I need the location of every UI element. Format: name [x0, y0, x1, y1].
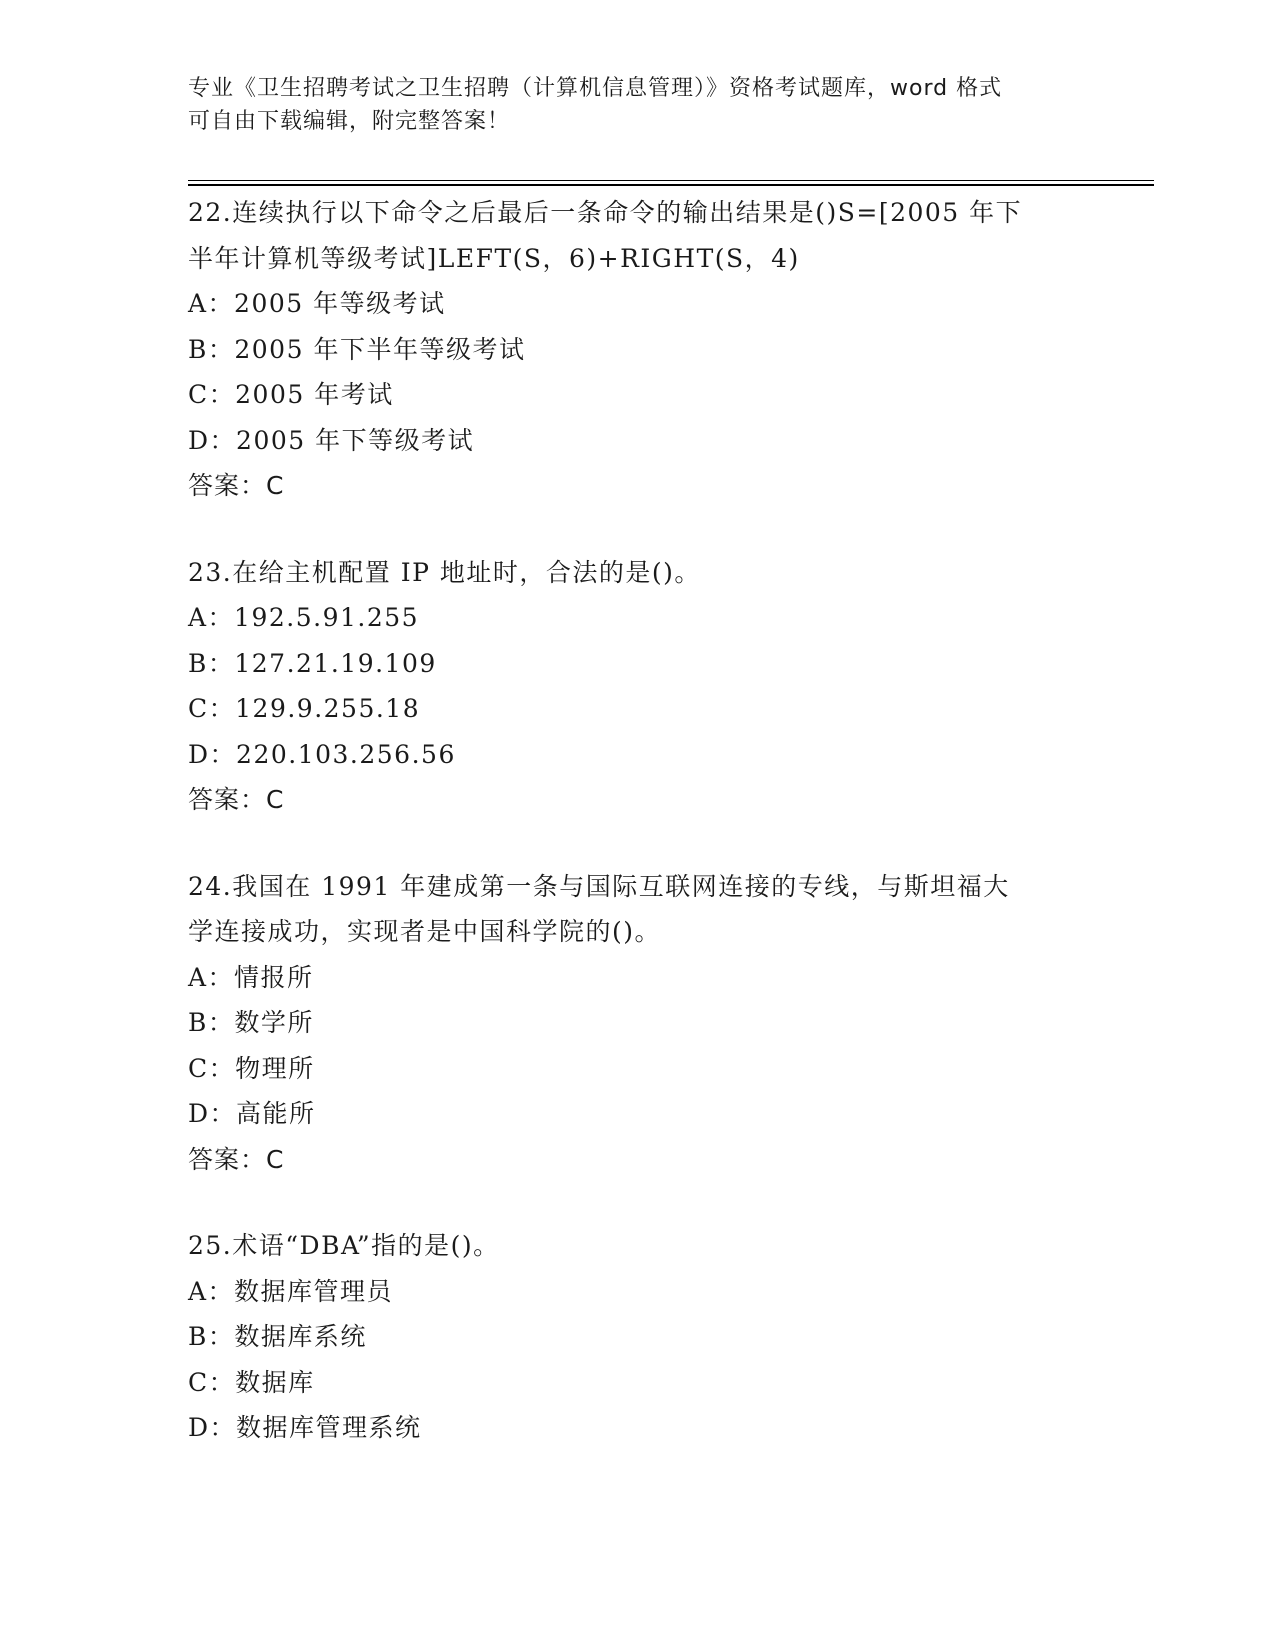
question-stem-line: 学连接成功，实现者是中国科学院的()。	[188, 917, 662, 946]
header-line-2: 可自由下载编辑，附完整答案！	[188, 109, 511, 134]
option-a: A：192.5.91.255	[188, 603, 420, 632]
header-divider-thin	[188, 180, 1154, 181]
option-a: A：情报所	[188, 962, 314, 992]
option-d: D：220.103.256.56	[188, 739, 456, 769]
question-25	[188, 1223, 1088, 1451]
question-list	[188, 190, 1088, 1492]
question-stem-line: 22.连续执行以下命令之后最后一条命令的输出结果是()S=[2005 年下	[188, 198, 1023, 227]
header-line-1: 专业《卫生招聘考试之卫生招聘（计算机信息管理）》资格考试题库，word 格式	[188, 76, 1003, 101]
question-24	[188, 864, 1088, 1183]
option-d: D：数据库管理系统	[188, 1413, 422, 1442]
answer-label: 答案：C	[188, 785, 285, 814]
question-stem-line: 半年计算机等级考试]LEFT(S，6)+RIGHT(S，4)	[188, 243, 800, 273]
question-stem-line: 24.我国在 1991 年建成第一条与国际互联网连接的专线，与斯坦福大	[188, 871, 1010, 901]
option-c: C：数据库	[188, 1367, 315, 1397]
question-stem-line: 23.在给主机配置 IP 地址时，合法的是()。	[188, 557, 701, 587]
option-c: C：129.9.255.18	[188, 694, 421, 723]
option-d: D：2005 年下等级考试	[188, 425, 475, 455]
answer-label: 答案：C	[188, 1144, 285, 1174]
option-d: D：高能所	[188, 1099, 316, 1128]
option-b: B：数学所	[188, 1008, 314, 1037]
option-b: B：2005 年下半年等级考试	[188, 334, 526, 364]
question-23	[188, 550, 1088, 823]
header-divider-thick	[188, 184, 1154, 186]
question-22	[188, 190, 1088, 509]
option-b: B：127.21.19.109	[188, 648, 437, 678]
answer-label: 答案：C	[188, 471, 285, 500]
option-c: C：物理所	[188, 1053, 315, 1083]
document-header	[188, 72, 1088, 138]
option-b: B：数据库系统	[188, 1322, 367, 1351]
question-stem-line: 25.术语“DBA”指的是()。	[188, 1231, 500, 1260]
option-a: A：数据库管理员	[188, 1276, 394, 1306]
option-c: C：2005 年考试	[188, 380, 394, 409]
option-a: A：2005 年等级考试	[188, 289, 446, 318]
